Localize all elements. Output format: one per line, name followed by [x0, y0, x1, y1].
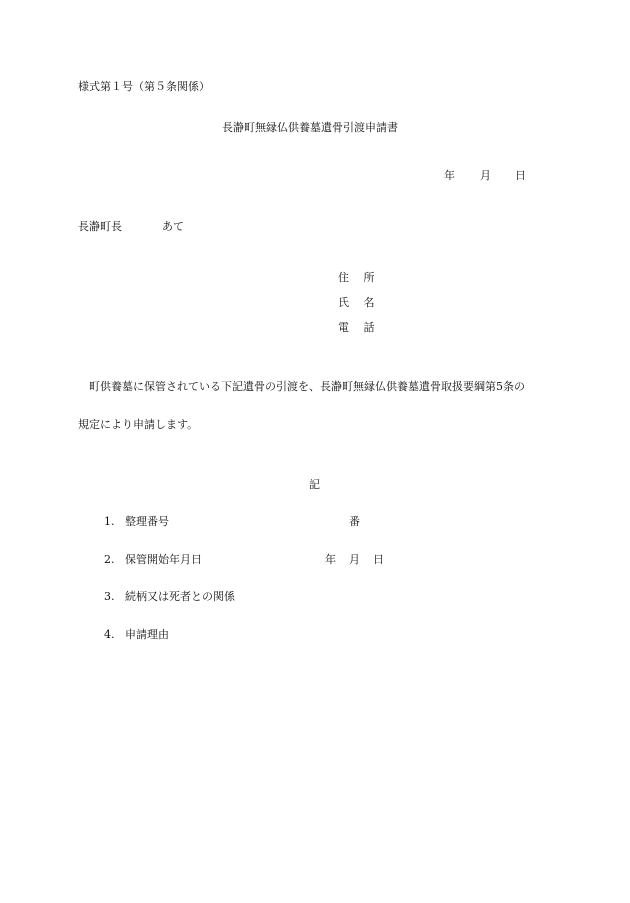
applicant-address-label: 住 所	[338, 271, 380, 284]
applicant-name-label: 氏 名	[338, 296, 380, 309]
item-month: 月	[349, 553, 360, 566]
item-label: 整理番号	[125, 515, 169, 528]
form-number: 様式第１号（第５条関係）	[78, 80, 210, 93]
ki-heading: 記	[309, 478, 320, 491]
applicant-phone-label: 電 話	[338, 321, 380, 334]
item-number: 2.	[104, 553, 115, 566]
item-label: 保管開始年月日	[125, 553, 202, 566]
body-line-1: 町供養墓に保管されている下記遺骨の引渡を、長瀞町無縁仏供養墓遺骨取扱要綱第5条の	[89, 380, 525, 393]
item-number: 1.	[104, 515, 115, 528]
item-label: 続柄又は死者との関係	[125, 590, 235, 603]
addressee-suffix: あて	[162, 220, 184, 233]
date-day: 日	[515, 169, 526, 182]
addressee-name: 長瀞町長	[78, 220, 122, 233]
item-day: 日	[373, 553, 384, 566]
body-line-2: 規定により申請します。	[78, 418, 199, 431]
item-number: 3.	[104, 590, 115, 603]
document-title: 長瀞町無縁仏供養墓遺骨引渡申請書	[222, 121, 398, 134]
item-year: 年	[325, 553, 336, 566]
date-year: 年	[444, 169, 455, 182]
item-suffix: 番	[349, 515, 360, 528]
item-label: 申請理由	[125, 628, 169, 641]
item-number: 4.	[104, 628, 115, 641]
date-month: 月	[480, 169, 491, 182]
